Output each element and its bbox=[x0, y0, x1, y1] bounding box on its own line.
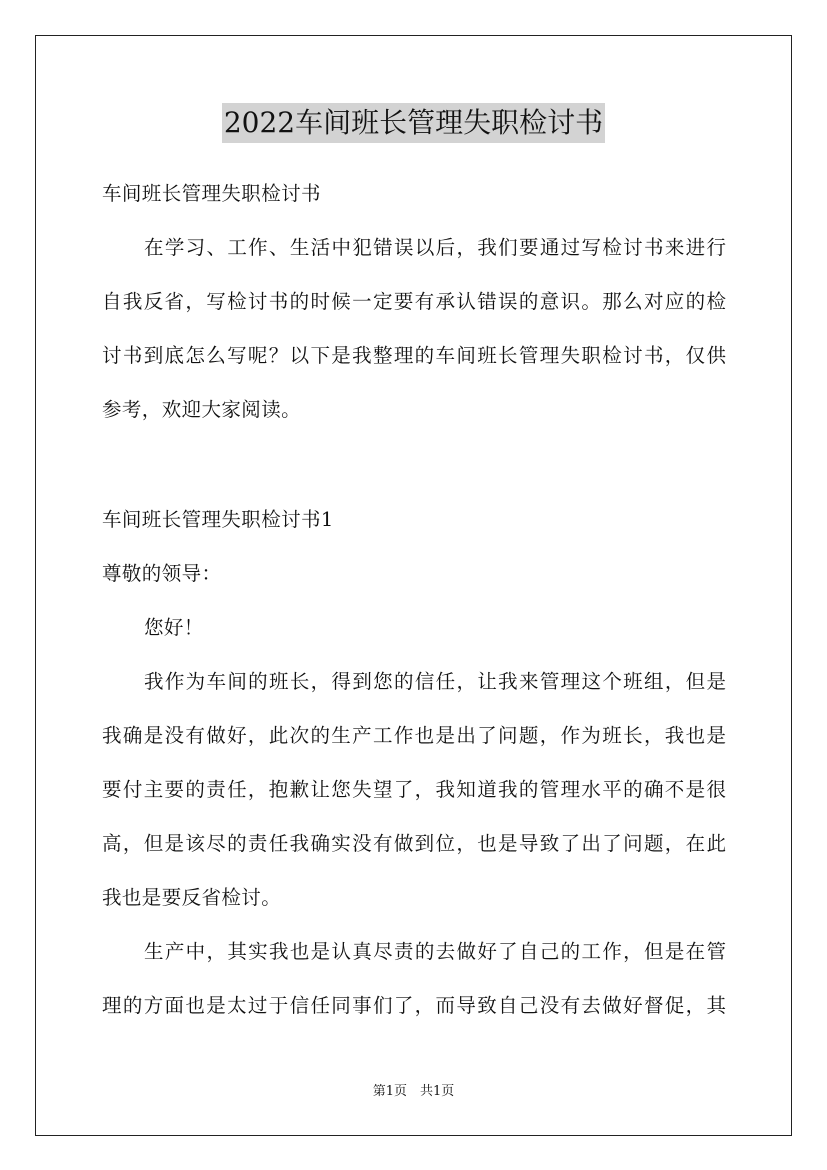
document-title: 2022车间班长管理失职检讨书 bbox=[222, 103, 605, 143]
para1-line-5: 我也是要反省检讨。 bbox=[102, 886, 282, 909]
para1-line-3: 要付主要的责任，抱歉让您失望了，我知道我的管理水平的确不是很 bbox=[102, 778, 726, 801]
salutation: 尊敬的领导： bbox=[102, 562, 222, 585]
intro-line-3: 讨书到底怎么写呢？以下是我整理的车间班长管理失职检讨书，仅供 bbox=[102, 344, 726, 367]
title-wrap bbox=[0, 103, 827, 143]
para1-line-4: 高，但是该尽的责任我确实没有做到位，也是导致了出了问题，在此 bbox=[102, 832, 726, 855]
para2-line-2: 理的方面也是太过于信任同事们了，而导致自己没有去做好督促，其 bbox=[102, 994, 726, 1017]
section-heading: 车间班长管理失职检讨书1 bbox=[102, 508, 334, 531]
para1-line-1: 我作为车间的班长，得到您的信任，让我来管理这个班组，但是 bbox=[144, 670, 726, 693]
intro-line-2: 自我反省，写检讨书的时候一定要有承认错误的意识。那么对应的检 bbox=[102, 290, 726, 313]
intro-line-4: 参考，欢迎大家阅读。 bbox=[102, 398, 302, 421]
para2-line-1: 生产中，其实我也是认真尽责的去做好了自己的工作，但是在管 bbox=[144, 940, 726, 963]
greeting: 您好！ bbox=[144, 616, 204, 639]
para1-line-2: 我确是没有做好，此次的生产工作也是出了问题，作为班长，我也是 bbox=[102, 724, 726, 747]
intro-line-1: 在学习、工作、生活中犯错误以后，我们要通过写检讨书来进行 bbox=[144, 236, 726, 259]
page-footer: 第1页 共1页 bbox=[372, 1084, 455, 1099]
subtitle: 车间班长管理失职检讨书 bbox=[102, 182, 321, 205]
